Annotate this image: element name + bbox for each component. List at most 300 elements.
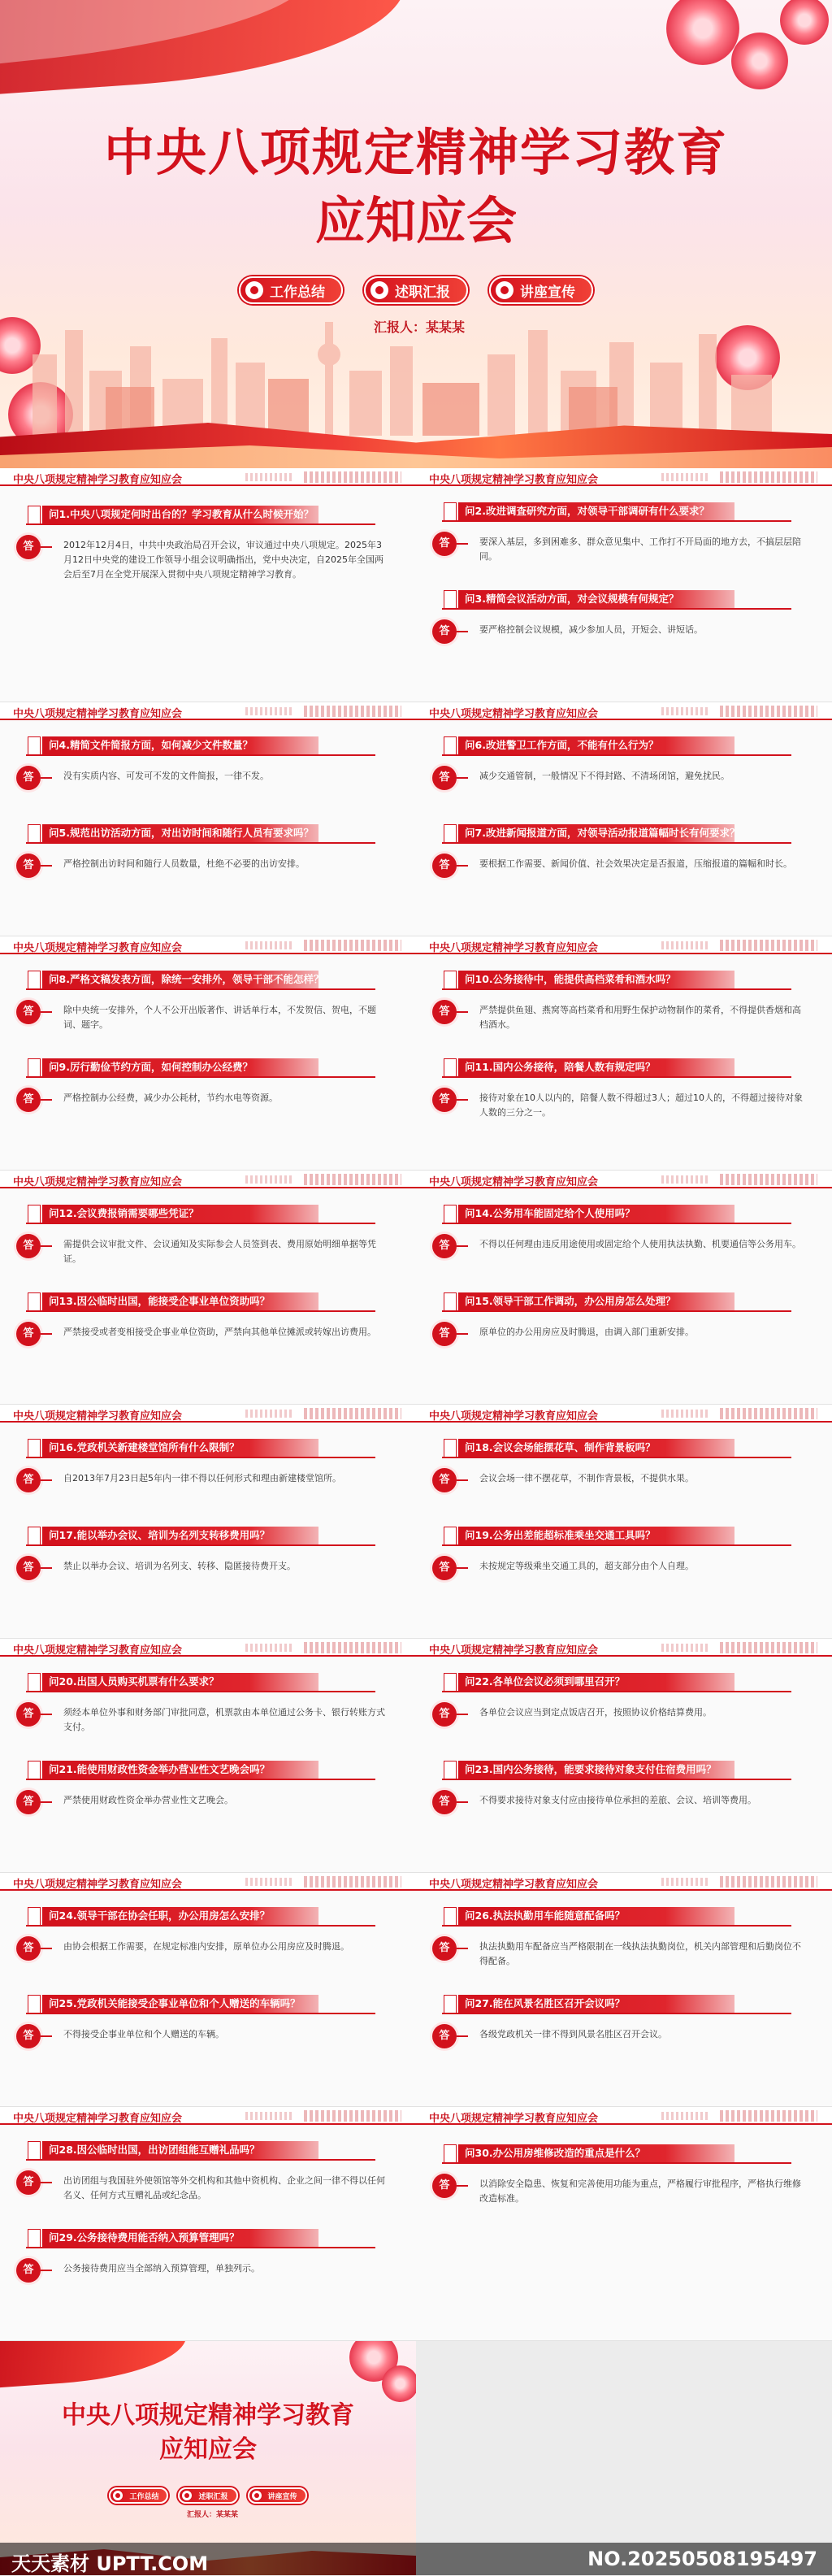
qa-item bbox=[0, 1907, 416, 1969]
cover-title-line2: 应知应会 bbox=[314, 191, 517, 250]
tag-debriefing[interactable]: 述职汇报 bbox=[364, 276, 468, 304]
slide-header-title: 中央八项规定精神学习教育应知应会 bbox=[429, 942, 599, 954]
question-text: 问6.改进警卫工作方面，不能有什么行为？ bbox=[458, 736, 734, 754]
question-bar bbox=[26, 971, 416, 992]
question-underline bbox=[442, 1925, 791, 1927]
qa-item bbox=[416, 1995, 832, 2057]
answer-block bbox=[16, 1556, 416, 1588]
answer-block bbox=[16, 1468, 416, 1501]
great-wall-pattern-icon bbox=[304, 1642, 401, 1653]
qa-item bbox=[416, 1761, 832, 1822]
qa-slide bbox=[416, 468, 832, 702]
slide-header bbox=[416, 468, 832, 486]
question-text: 问28.因公临时出国，出访团组能互赠礼品吗？ bbox=[42, 2141, 318, 2159]
qa-slide bbox=[416, 936, 832, 1171]
great-wall-pattern-icon bbox=[720, 1408, 817, 1419]
answer-badge-icon: 答 bbox=[16, 1468, 41, 1492]
cover-title-line1: 中央八项规定精神学习教育 bbox=[62, 2401, 354, 2430]
question-underline bbox=[26, 2013, 375, 2014]
question-text: 问10.公务接待中，能提供高档菜肴和酒水吗？ bbox=[458, 971, 734, 988]
question-bar bbox=[26, 1761, 416, 1782]
question-bar bbox=[26, 1292, 416, 1314]
answer-badge-icon: 答 bbox=[432, 854, 457, 878]
qa-slide bbox=[416, 702, 832, 936]
answer-block bbox=[16, 1936, 416, 1969]
answer-text: 要严格控制会议规模，减少参加人员，开短会、讲短话。 bbox=[479, 624, 703, 635]
question-text: 问14.公务用车能固定给个人使用吗？ bbox=[458, 1205, 734, 1223]
slide-header-title: 中央八项规定精神学习教育应知应会 bbox=[429, 474, 599, 486]
watermark-bar bbox=[0, 2543, 832, 2575]
question-text: 问18.会议会场能摆花草、制作背景板吗？ bbox=[458, 1439, 734, 1457]
answer-block bbox=[432, 1000, 832, 1032]
answer-badge-icon: 答 bbox=[16, 1234, 41, 1258]
qa-item bbox=[416, 590, 832, 652]
answer-text: 未按规定等级乘坐交通工具的，超支部分由个人自理。 bbox=[479, 1561, 694, 1571]
great-wall-pattern-icon bbox=[720, 940, 817, 951]
answer-block bbox=[432, 1088, 832, 1120]
question-bar bbox=[26, 2141, 416, 2162]
question-bar bbox=[442, 736, 832, 758]
answer-badge-icon: 答 bbox=[16, 2170, 41, 2195]
answer-badge-icon: 答 bbox=[16, 1556, 41, 1580]
great-wall-pattern-icon bbox=[661, 473, 710, 481]
answer-badge-icon: 答 bbox=[432, 1936, 457, 1961]
great-wall-pattern-icon bbox=[304, 1408, 401, 1419]
question-text: 问4.精简文件简报方面，如何减少文件数量？ bbox=[42, 736, 318, 754]
question-bar bbox=[26, 1907, 416, 1928]
great-wall-pattern-icon bbox=[245, 1410, 294, 1418]
answer-block bbox=[432, 1468, 832, 1501]
qa-item bbox=[416, 1205, 832, 1266]
qa-item bbox=[416, 1058, 832, 1120]
plum-blossom-icon bbox=[731, 33, 788, 89]
qa-item bbox=[416, 1527, 832, 1588]
question-underline bbox=[442, 608, 791, 610]
answer-badge-icon: 答 bbox=[16, 2258, 41, 2283]
qa-item bbox=[416, 971, 832, 1032]
great-wall-pattern-icon bbox=[245, 707, 294, 715]
tag-lecture[interactable]: 讲座宣传 bbox=[489, 276, 593, 304]
question-underline bbox=[442, 1223, 791, 1224]
qa-item bbox=[0, 824, 416, 886]
answer-text: 执法执勤用车配备应当严格限制在一线执法执勤岗位，机关内部管理和后勤岗位不得配备。 bbox=[479, 1941, 801, 1966]
question-text: 问29.公务接待费用能否纳入预算管理吗？ bbox=[42, 2229, 318, 2247]
qa-item bbox=[416, 2144, 832, 2206]
question-text: 问12.会议费报销需要哪些凭证？ bbox=[42, 1205, 318, 1223]
question-bar bbox=[26, 1439, 416, 1460]
answer-badge-icon: 答 bbox=[16, 854, 41, 878]
great-wall-pattern-icon bbox=[245, 941, 294, 949]
great-wall-pattern-icon bbox=[720, 471, 817, 483]
slide-header bbox=[0, 1171, 416, 1188]
tag-work-summary[interactable]: 工作总结 bbox=[239, 276, 343, 304]
question-text: 问8.严格文稿发表方面，除统一安排外，领导干部不能怎样？ bbox=[42, 971, 318, 988]
great-wall-pattern-icon bbox=[720, 706, 817, 717]
great-wall-pattern-icon bbox=[661, 2112, 710, 2120]
answer-block bbox=[16, 2170, 416, 2203]
answer-text: 要深入基层，多到困难多、群众意见集中、工作打不开局面的地方去，不搞层层陪同。 bbox=[479, 536, 801, 562]
great-wall-pattern-icon bbox=[661, 707, 710, 715]
qa-slide bbox=[0, 936, 416, 1171]
qa-item bbox=[416, 736, 832, 798]
answer-text: 除中央统一安排外，个人不公开出版著作、讲话单行本，不发贺信、贺电，不题词、题字。 bbox=[63, 1005, 376, 1030]
great-wall-pattern-icon bbox=[245, 1644, 294, 1652]
answer-block bbox=[432, 766, 832, 798]
slide-header bbox=[416, 1171, 832, 1188]
answer-badge-icon: 答 bbox=[16, 1702, 41, 1727]
question-bar bbox=[442, 824, 832, 845]
answer-text: 严格控制办公经费，减少办公耗材，节约水电等资源。 bbox=[63, 1093, 278, 1103]
slide-header-title: 中央八项规定精神学习教育应知应会 bbox=[429, 2113, 599, 2125]
question-text: 问16.党政机关新建楼堂馆所有什么限制？ bbox=[42, 1439, 318, 1457]
question-underline bbox=[26, 1779, 375, 1780]
qa-slide bbox=[0, 1171, 416, 1405]
qa-item bbox=[416, 1439, 832, 1501]
great-wall-pattern-icon bbox=[304, 1174, 401, 1185]
qa-item bbox=[0, 1673, 416, 1735]
slide-header bbox=[0, 1405, 416, 1423]
slide-header-title: 中央八项规定精神学习教育应知应会 bbox=[429, 1644, 599, 1657]
slide-header bbox=[416, 936, 832, 954]
answer-text: 需提供会议审批文件、会议通知及实际参会人员签到表、费用原始明细单据等凭证。 bbox=[63, 1239, 376, 1264]
answer-text: 自2013年7月23日起5年内一律不得以任何形式和理由新建楼堂馆所。 bbox=[63, 1473, 341, 1483]
answer-text: 由协会根据工作需要，在规定标准内安排，原单位办公用房应及时腾退。 bbox=[63, 1941, 349, 1952]
question-underline bbox=[26, 2247, 375, 2248]
answer-block bbox=[16, 535, 416, 582]
answer-badge-icon: 答 bbox=[432, 1234, 457, 1258]
qa-item bbox=[0, 2229, 416, 2291]
qa-slide bbox=[416, 1405, 832, 1639]
question-text: 问1.中央八项规定何时出台的？学习教育从什么时候开始？ bbox=[42, 506, 318, 523]
answer-block bbox=[432, 1234, 832, 1266]
question-text: 问26.执法执勤用车能随意配备吗？ bbox=[458, 1907, 734, 1925]
reporter-label: 汇报人：某某某 bbox=[187, 2511, 239, 2519]
answer-block bbox=[432, 2024, 832, 2057]
answer-text: 严禁接受或者变相接受企事业单位资助，严禁向其他单位摊派或转嫁出访费用。 bbox=[63, 1327, 376, 1337]
qa-item bbox=[0, 1439, 416, 1501]
great-wall-pattern-icon bbox=[720, 1876, 817, 1887]
qa-slide bbox=[416, 1873, 832, 2107]
great-wall-pattern-icon bbox=[661, 1644, 710, 1652]
answer-badge-icon: 答 bbox=[16, 1088, 41, 1112]
question-text: 问9.厉行勤俭节约方面，如何控制办公经费？ bbox=[42, 1058, 318, 1076]
question-bar bbox=[442, 1527, 832, 1548]
answer-badge-icon: 答 bbox=[16, 535, 41, 559]
question-text: 问17.能以举办会议、培训为名列支转移费用吗？ bbox=[42, 1527, 318, 1544]
question-underline bbox=[26, 1691, 375, 1692]
slide-header-title: 中央八项规定精神学习教育应知应会 bbox=[13, 708, 183, 720]
qa-item bbox=[0, 506, 416, 582]
great-wall-pattern-icon bbox=[304, 2110, 401, 2122]
answer-block bbox=[16, 1702, 416, 1735]
qa-slide bbox=[0, 2107, 416, 2341]
answer-text: 不得要求接待对象支付应由接待单位承担的差旅、会议、培训等费用。 bbox=[479, 1795, 756, 1805]
slide-header-title: 中央八项规定精神学习教育应知应会 bbox=[429, 708, 599, 720]
qa-item bbox=[0, 1205, 416, 1266]
red-swoosh-decoration bbox=[0, 2341, 188, 2389]
answer-block bbox=[432, 532, 832, 564]
qa-slide bbox=[0, 468, 416, 702]
question-bar bbox=[442, 971, 832, 992]
question-bar bbox=[26, 824, 416, 845]
slide-header bbox=[416, 702, 832, 720]
answer-badge-icon: 答 bbox=[16, 1000, 41, 1024]
question-underline bbox=[26, 1925, 375, 1927]
answer-block bbox=[16, 1790, 416, 1822]
question-bar bbox=[442, 590, 832, 611]
slide-header bbox=[0, 936, 416, 954]
qa-slide bbox=[416, 1171, 832, 1405]
answer-text: 不得以任何理由违反用途使用或固定给个人使用执法执勤、机要通信等公务用车。 bbox=[479, 1239, 801, 1249]
question-underline bbox=[26, 754, 375, 756]
qa-item bbox=[0, 1058, 416, 1120]
answer-block bbox=[432, 854, 832, 886]
qa-slide bbox=[0, 702, 416, 936]
answer-badge-icon: 答 bbox=[432, 766, 457, 790]
circle-bullet-icon bbox=[252, 2491, 262, 2500]
slide-header-title: 中央八项规定精神学习教育应知应会 bbox=[429, 1879, 599, 1891]
slide-header-title: 中央八项规定精神学习教育应知应会 bbox=[13, 1176, 183, 1188]
answer-block bbox=[432, 1936, 832, 1969]
slide-header-title: 中央八项规定精神学习教育应知应会 bbox=[13, 942, 183, 954]
great-wall-pattern-icon bbox=[245, 1175, 294, 1184]
answer-text: 要根据工作需要、新闻价值、社会效果决定是否报道，压缩报道的篇幅和时长。 bbox=[479, 858, 792, 869]
answer-block bbox=[16, 2024, 416, 2057]
answer-badge-icon: 答 bbox=[432, 1468, 457, 1492]
question-underline bbox=[26, 988, 375, 990]
slide-header bbox=[0, 1873, 416, 1891]
question-underline bbox=[26, 2159, 375, 2161]
circle-bullet-icon bbox=[245, 281, 263, 299]
question-underline bbox=[26, 1544, 375, 1546]
plum-blossom-icon bbox=[780, 0, 829, 45]
answer-badge-icon: 答 bbox=[16, 1936, 41, 1961]
slide-header-title: 中央八项规定精神学习教育应知应会 bbox=[13, 2113, 183, 2125]
circle-bullet-icon bbox=[496, 281, 514, 299]
answer-block bbox=[16, 854, 416, 886]
great-wall-pattern-icon bbox=[661, 1175, 710, 1184]
answer-text: 会议会场一律不摆花草，不制作背景板，不提供水果。 bbox=[479, 1473, 694, 1483]
qa-slide bbox=[416, 2107, 832, 2341]
answer-text: 不得接受企事业单位和个人赠送的车辆。 bbox=[63, 2029, 224, 2040]
answer-badge-icon: 答 bbox=[16, 766, 41, 790]
question-bar bbox=[442, 1058, 832, 1079]
great-wall-pattern-icon bbox=[245, 473, 294, 481]
question-bar bbox=[26, 1205, 416, 1226]
qa-item bbox=[416, 824, 832, 886]
answer-badge-icon: 答 bbox=[432, 1322, 457, 1346]
cover-tags bbox=[0, 2487, 416, 2504]
answer-text: 原单位的办公用房应及时腾退，由调入部门重新安排。 bbox=[479, 1327, 694, 1337]
answer-block bbox=[16, 1322, 416, 1354]
question-underline bbox=[442, 988, 791, 990]
question-underline bbox=[442, 1310, 791, 1312]
qa-slide bbox=[0, 1405, 416, 1639]
slide-header bbox=[416, 1873, 832, 1891]
cover-slide bbox=[0, 0, 832, 468]
question-underline bbox=[442, 1457, 791, 1458]
qa-item bbox=[416, 1292, 832, 1354]
question-bar bbox=[442, 1907, 832, 1928]
question-underline bbox=[26, 1076, 375, 1078]
answer-text: 严禁使用财政性资金举办营业性文艺晚会。 bbox=[63, 1795, 233, 1805]
great-wall-pattern-icon bbox=[661, 1878, 710, 1886]
cover-title-line2: 应知应会 bbox=[159, 2435, 257, 2464]
question-bar bbox=[26, 736, 416, 758]
question-bar bbox=[442, 1439, 832, 1460]
question-text: 问24.领导干部在协会任职，办公用房怎么安排？ bbox=[42, 1907, 318, 1925]
question-underline bbox=[442, 520, 791, 522]
slide-header bbox=[0, 702, 416, 720]
answer-text: 接待对象在10人以内的，陪餐人数不得超过3人；超过10人的，不得超过接待对象人数的三分之一。 bbox=[479, 1093, 803, 1118]
question-text: 问11.国内公务接待，陪餐人数有规定吗？ bbox=[458, 1058, 734, 1076]
answer-text: 严禁提供鱼翅、燕窝等高档菜肴和用野生保护动物制作的菜肴，不得提供香烟和高档酒水。 bbox=[479, 1005, 801, 1030]
question-underline bbox=[442, 1691, 791, 1692]
answer-badge-icon: 答 bbox=[432, 2024, 457, 2048]
answer-block bbox=[16, 766, 416, 798]
great-wall-pattern-icon bbox=[304, 1876, 401, 1887]
question-underline bbox=[442, 2162, 791, 2164]
question-underline bbox=[26, 1310, 375, 1312]
great-wall-pattern-icon bbox=[661, 941, 710, 949]
question-bar bbox=[26, 1995, 416, 2016]
slide-header-title: 中央八项规定精神学习教育应知应会 bbox=[13, 1644, 183, 1657]
answer-text: 各级党政机关一律不得到风景名胜区召开会议。 bbox=[479, 2029, 667, 2040]
qa-item bbox=[0, 2141, 416, 2203]
slide-header-title: 中央八项规定精神学习教育应知应会 bbox=[429, 1410, 599, 1423]
qa-item bbox=[0, 1292, 416, 1354]
tag-lecture[interactable]: 讲座宣传 bbox=[248, 2487, 307, 2504]
answer-text: 公务接待费用应当全部纳入预算管理，单独列示。 bbox=[63, 2263, 260, 2274]
question-bar bbox=[442, 1995, 832, 2016]
answer-block bbox=[16, 2258, 416, 2291]
great-wall-pattern-icon bbox=[661, 1410, 710, 1418]
great-wall-pattern-icon bbox=[304, 706, 401, 717]
question-underline bbox=[442, 842, 791, 844]
circle-bullet-icon bbox=[370, 281, 388, 299]
question-bar bbox=[442, 502, 832, 523]
slide-header bbox=[416, 2107, 832, 2125]
slide-header bbox=[416, 1405, 832, 1423]
slide-header-title: 中央八项规定精神学习教育应知应会 bbox=[13, 474, 183, 486]
question-text: 问5.规范出访活动方面，对出访时间和随行人员有要求吗？ bbox=[42, 824, 318, 842]
question-underline bbox=[442, 754, 791, 756]
answer-text: 以消除安全隐患、恢复和完善使用功能为重点，严格履行审批程序，严格执行维修改造标准。 bbox=[479, 2179, 801, 2204]
question-underline bbox=[442, 1544, 791, 1546]
question-text: 问3.精简会议活动方面，对会议规模有何规定？ bbox=[458, 590, 734, 608]
slide-header bbox=[0, 468, 416, 486]
great-wall-pattern-icon bbox=[245, 2112, 294, 2120]
answer-badge-icon: 答 bbox=[432, 1000, 457, 1024]
slide-header bbox=[0, 2107, 416, 2125]
answer-text: 出访团组与我国驻外使领馆等外交机构和其他中资机构、企业之间一律不得以任何名义、任何方式互赠礼品或纪念品。 bbox=[63, 2175, 385, 2200]
slide-header bbox=[0, 1639, 416, 1657]
question-bar bbox=[442, 1292, 832, 1314]
question-underline bbox=[442, 2013, 791, 2014]
answer-text: 没有实质内容、可发可不发的文件简报，一律不发。 bbox=[63, 771, 269, 781]
answer-text: 各单位会议应当到定点饭店召开，按照协议价格结算费用。 bbox=[479, 1707, 712, 1718]
question-underline bbox=[26, 1457, 375, 1458]
cover-slide-thumbnail bbox=[0, 2341, 416, 2575]
answer-text: 须经本单位外事和财务部门审批同意，机票款由本单位通过公务卡、银行转账方式支付。 bbox=[63, 1707, 385, 1732]
question-underline bbox=[26, 842, 375, 844]
great-wall-pattern-icon bbox=[720, 1174, 817, 1185]
question-text: 问21.能使用财政性资金举办营业性文艺晚会吗？ bbox=[42, 1761, 318, 1779]
qa-item bbox=[0, 736, 416, 798]
answer-badge-icon: 答 bbox=[432, 2174, 457, 2198]
answer-badge-icon: 答 bbox=[432, 532, 457, 556]
slide-header bbox=[416, 1639, 832, 1657]
reporter-label: 汇报人：某某某 bbox=[374, 319, 466, 335]
answer-block bbox=[432, 1322, 832, 1354]
answer-text: 2012年12月4日，中共中央政治局召开会议，审议通过中央八项规定。2025年3月12日中央党的建设工作领导小组会议明确指出，党中央决定，自2025年全国两会后至7月在全党开展深入贯彻中央八项规定精神学习教育。 bbox=[63, 540, 384, 580]
answer-block bbox=[432, 1790, 832, 1822]
cover-title-line1: 中央八项规定精神学习教育 bbox=[103, 123, 728, 182]
question-text: 问2.改进调查研究方面，对领导干部调研有什么要求？ bbox=[458, 502, 734, 520]
answer-badge-icon: 答 bbox=[432, 619, 457, 644]
question-bar bbox=[26, 1058, 416, 1079]
question-bar bbox=[26, 506, 416, 527]
qa-item bbox=[0, 1761, 416, 1822]
question-bar bbox=[26, 2229, 416, 2250]
question-bar bbox=[26, 1527, 416, 1548]
question-bar bbox=[442, 2144, 832, 2165]
slide-header-title: 中央八项规定精神学习教育应知应会 bbox=[13, 1410, 183, 1423]
question-underline bbox=[26, 523, 375, 525]
question-text: 问15.领导干部工作调动，办公用房怎么处理？ bbox=[458, 1292, 734, 1310]
question-bar bbox=[442, 1673, 832, 1694]
question-underline bbox=[442, 1076, 791, 1078]
great-wall-pattern-icon bbox=[720, 1642, 817, 1653]
answer-badge-icon: 答 bbox=[16, 1322, 41, 1346]
answer-block bbox=[432, 1702, 832, 1735]
qa-item bbox=[0, 971, 416, 1032]
qa-slide bbox=[0, 1873, 416, 2107]
city-skyline-illustration bbox=[0, 298, 832, 436]
question-text: 问22.各单位会议必须到哪里召开？ bbox=[458, 1673, 734, 1691]
qa-item bbox=[0, 1995, 416, 2057]
question-bar bbox=[442, 1205, 832, 1226]
question-text: 问30.办公用房维修改造的重点是什么？ bbox=[458, 2144, 734, 2162]
question-bar bbox=[26, 1673, 416, 1694]
answer-block bbox=[432, 619, 832, 652]
answer-badge-icon: 答 bbox=[432, 1790, 457, 1814]
question-text: 问7.改进新闻报道方面，对领导活动报道篇幅时长有何要求？ bbox=[458, 824, 734, 842]
qa-item bbox=[0, 1527, 416, 1588]
answer-text: 减少交通管制，一般情况下不得封路、不清场闭馆，避免扰民。 bbox=[479, 771, 730, 781]
watermark-site: 天天素材 UPTT.COM bbox=[11, 2552, 209, 2575]
qa-item bbox=[416, 1673, 832, 1735]
tag-debriefing[interactable]: 述职汇报 bbox=[178, 2487, 237, 2504]
slide-header-title: 中央八项规定精神学习教育应知应会 bbox=[429, 1176, 599, 1188]
circle-bullet-icon bbox=[113, 2491, 123, 2500]
plum-blossom-icon bbox=[666, 0, 739, 65]
great-wall-pattern-icon bbox=[720, 2110, 817, 2122]
answer-block bbox=[16, 1234, 416, 1266]
qa-item bbox=[416, 502, 832, 564]
slide-header-title: 中央八项规定精神学习教育应知应会 bbox=[13, 1879, 183, 1891]
question-text: 问13.因公临时出国，能接受企事业单位资助吗？ bbox=[42, 1292, 318, 1310]
qa-item bbox=[416, 1907, 832, 1969]
great-wall-pattern-icon bbox=[304, 471, 401, 483]
answer-block bbox=[16, 1088, 416, 1120]
qa-slide bbox=[416, 1639, 832, 1873]
great-wall-pattern-icon bbox=[245, 1878, 294, 1886]
answer-text: 禁止以举办会议、培训为名列支、转移、隐匿接待费开支。 bbox=[63, 1561, 296, 1571]
question-underline bbox=[442, 1779, 791, 1780]
tag-work-summary[interactable]: 工作总结 bbox=[109, 2487, 168, 2504]
watermark-id: NO.20250508195497 bbox=[587, 2548, 817, 2570]
